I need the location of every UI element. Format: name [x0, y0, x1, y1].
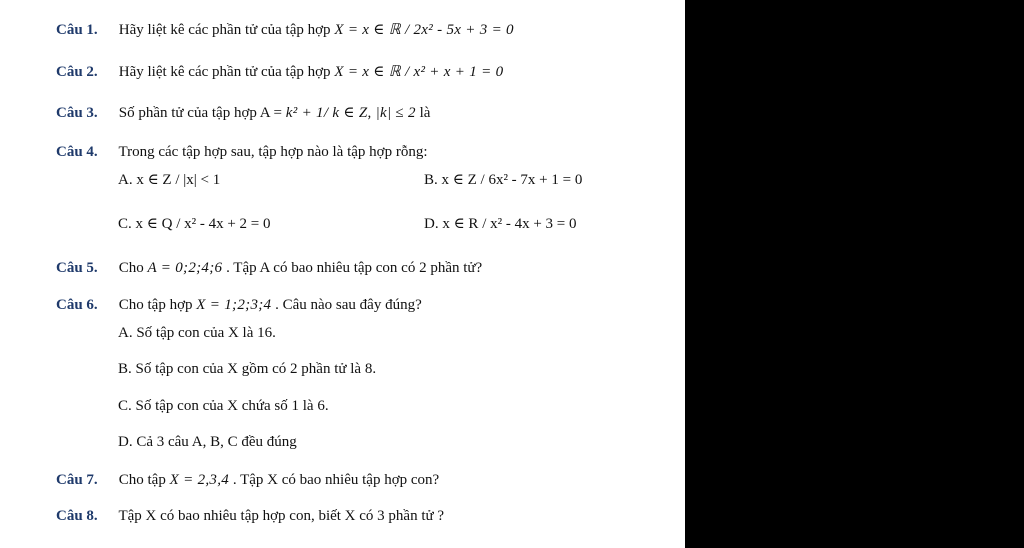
- question-6: [56, 297, 422, 314]
- q4-option-d: D. x ∈ R / x² - 4x + 3 = 0: [424, 216, 577, 232]
- question-text: Tập X có bao nhiêu tập hợp con, biết X có 3 phần tử ?: [118, 508, 445, 524]
- question-4: [56, 144, 428, 161]
- q4-option-a: A. x ∈ Z / |x| < 1: [118, 172, 221, 188]
- question-formula: X = 2,3,4: [169, 472, 230, 488]
- question-tail: . Tập X có bao nhiêu tập hợp con?: [232, 472, 440, 488]
- question-formula: X = x ∈ ℝ / x² + x + 1 = 0: [334, 64, 504, 80]
- question-tail: là: [419, 105, 431, 121]
- question-7: [56, 472, 439, 489]
- question-text: Cho tập: [118, 472, 166, 488]
- q6-option-c: C. Số tập con của X chứa số 1 là 6.: [118, 398, 329, 414]
- question-1: [56, 20, 514, 39]
- q6-option-b: B. Số tập con của X gồm có 2 phần tử là 8.: [118, 361, 377, 377]
- question-number: Câu 1.: [56, 22, 98, 38]
- question-number: Câu 8.: [56, 508, 98, 524]
- question-number: Câu 5.: [56, 260, 98, 276]
- q4-option-c: C. x ∈ Q / x² - 4x + 2 = 0: [118, 216, 271, 232]
- question-number: Câu 6.: [56, 297, 98, 313]
- question-formula: X = 1;2;3;4: [196, 297, 272, 313]
- question-formula: X = x ∈ ℝ / 2x² - 5x + 3 = 0: [334, 22, 514, 38]
- question-8: [56, 508, 444, 525]
- q6-option-d: D. Cả 3 câu A, B, C đều đúng: [118, 434, 297, 450]
- question-2: [56, 62, 503, 81]
- question-number: Câu 2.: [56, 64, 98, 80]
- question-text: Số phần tử của tập hợp A =: [118, 105, 283, 121]
- question-text: Hãy liệt kê các phần tử của tập hợp: [118, 22, 331, 38]
- question-3: [56, 103, 430, 122]
- question-5: [56, 260, 482, 277]
- question-text: Trong các tập hợp sau, tập hợp nào là tập hợp rỗng:: [118, 144, 428, 160]
- question-text: Cho tập hợp: [118, 297, 193, 313]
- q4-option-b: B. x ∈ Z / 6x² - 7x + 1 = 0: [424, 172, 583, 188]
- question-formula: A = 0;2;4;6: [147, 260, 223, 276]
- question-tail: . Câu nào sau đây đúng?: [275, 297, 422, 313]
- question-number: Câu 3.: [56, 105, 98, 121]
- question-number: Câu 7.: [56, 472, 98, 488]
- q6-option-a: A. Số tập con của X là 16.: [118, 325, 276, 341]
- question-formula: k² + 1/ k ∈ Z, |k| ≤ 2: [285, 105, 416, 121]
- question-text: Hãy liệt kê các phần tử của tập hợp: [118, 64, 331, 80]
- question-tail: . Tập A có bao nhiêu tập con có 2 phần tử?: [226, 260, 483, 276]
- question-text: Cho: [118, 260, 144, 276]
- question-number: Câu 4.: [56, 144, 98, 160]
